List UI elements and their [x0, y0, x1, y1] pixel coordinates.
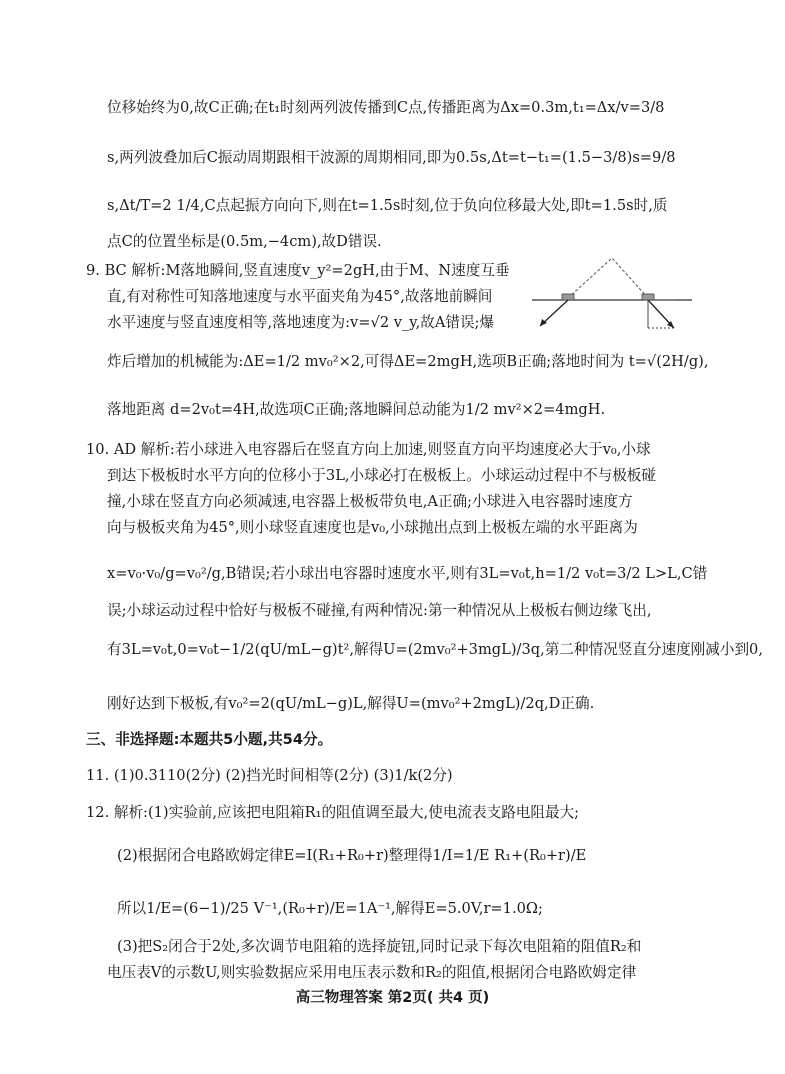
- text-line-14: x=v₀·v₀/g=v₀²/g,B错误;若小球出电容器时速度水平,则有3L=v₀t,h=1/2 v₀t=3/2 L>L,C错: [107, 565, 708, 582]
- text-line-24: 电压表V的示数U,则实验数据应采用电压表示数和R₂的阻值,根据闭合电路欧姆定律: [107, 964, 637, 981]
- text-line-5: 9. BC 解析:M落地瞬间,竖直速度v_y²=2gH,由于M、N速度互垂: [86, 262, 510, 279]
- text-line-10: 10. AD 解析:若小球进入电容器后在竖直方向上加速,则竖直方向平均速度必大于v₀,小球: [86, 441, 651, 458]
- text-line-19: 11. (1)0.3110(2分) (2)挡光时间相等(2分) (3)1/k(2分): [86, 767, 453, 784]
- block-right: [642, 294, 654, 300]
- text-line-12: 撞,小球在竖直方向必须减速,电容器上极板带负电,A正确;小球进入电容器时速度方: [107, 493, 633, 510]
- text-line-9: 落地距离 d=2v₀t=4H,故选项C正确;落地瞬间总动能为1/2 mv²×2=4mgH.: [107, 401, 606, 418]
- text-line-17: 刚好达到下极板,有v₀²=2(qU/mL−g)L,解得U=(mv₀²+2mgL)/2q,D正确.: [107, 695, 595, 712]
- text-line-20: 12. 解析:(1)实验前,应该把电阻箱R₁的阻值调至最大,使电流表支路电阻最大;: [86, 804, 580, 821]
- text-line-13: 向与极板夹角为45°,则小球竖直速度也是v₀,小球抛出点到上极板左端的水平距离为: [107, 519, 638, 536]
- block-left: [562, 294, 574, 300]
- text-line-2: s,两列波叠加后C振动周期跟相干波源的周期相同,即为0.5s,Δt=t−t₁=(1.5−3/8)s=9/8: [107, 149, 676, 166]
- text-line-21: (2)根据闭合电路欧姆定律E=I(R₁+R₀+r)整理得1/I=1/E R₁+(R₀+r)/E: [117, 847, 587, 864]
- section-heading: 三、非选择题:本题共5小题,共54分。: [86, 731, 333, 748]
- text-line-4: 点C的位置坐标是(0.5m,−4cm),故D错误.: [107, 233, 382, 250]
- text-line-1: 位移始终为0,故C正确;在t₁时刻两列波传播到C点,传播距离为Δx=0.3m,t₁=Δx/v=3/8: [107, 99, 665, 116]
- text-line-3: s,Δt/T=2 1/4,C点起振方向向下,则在t=1.5s时刻,位于负向位移最大处,即t=1.5s时,质: [107, 197, 668, 214]
- text-line-8: 炸后增加的机械能为:ΔE=1/2 mv₀²×2,可得ΔE=2mgH,选项B正确;落地时间为 t=√(2H/g),: [107, 353, 709, 370]
- text-line-6: 直,有对称性可知落地速度与水平面夹角为45°,故落地前瞬间: [107, 288, 493, 305]
- text-line-11: 到达下极板时水平方向的位移小于3L,小球必打在极板上。小球运动过程中不与极板碰: [107, 467, 656, 484]
- page-footer: 高三物理答案 第2页( 共4 页): [295, 990, 490, 1006]
- text-line-22: 所以1/E=(6−1)/25 V⁻¹,(R₀+r)/E=1A⁻¹,解得E=5.0V,r=1.0Ω;: [117, 900, 543, 917]
- text-line-23: (3)把S₂闭合于2处,多次调节电阻箱的选择旋钮,同时记录下每次电阻箱的阻值R₂和: [117, 938, 642, 955]
- text-line-16: 有3L=v₀t,0=v₀t−1/2(qU/mL−g)t²,解得U=(2mv₀²+3mgL)/3q,第二种情况竖直分速度刚减小到0,: [107, 641, 763, 658]
- text-line-15: 误;小球运动过程中恰好与极板不碰撞,有两种情况:第一种情况从上极板右侧边缘飞出,: [107, 602, 652, 619]
- text-line-7: 水平速度与竖直速度相等,落地速度为:v=√2 v_y,故A错误;爆: [107, 314, 495, 331]
- dashed-trajectory: [568, 258, 648, 298]
- trajectory-diagram: [532, 256, 694, 336]
